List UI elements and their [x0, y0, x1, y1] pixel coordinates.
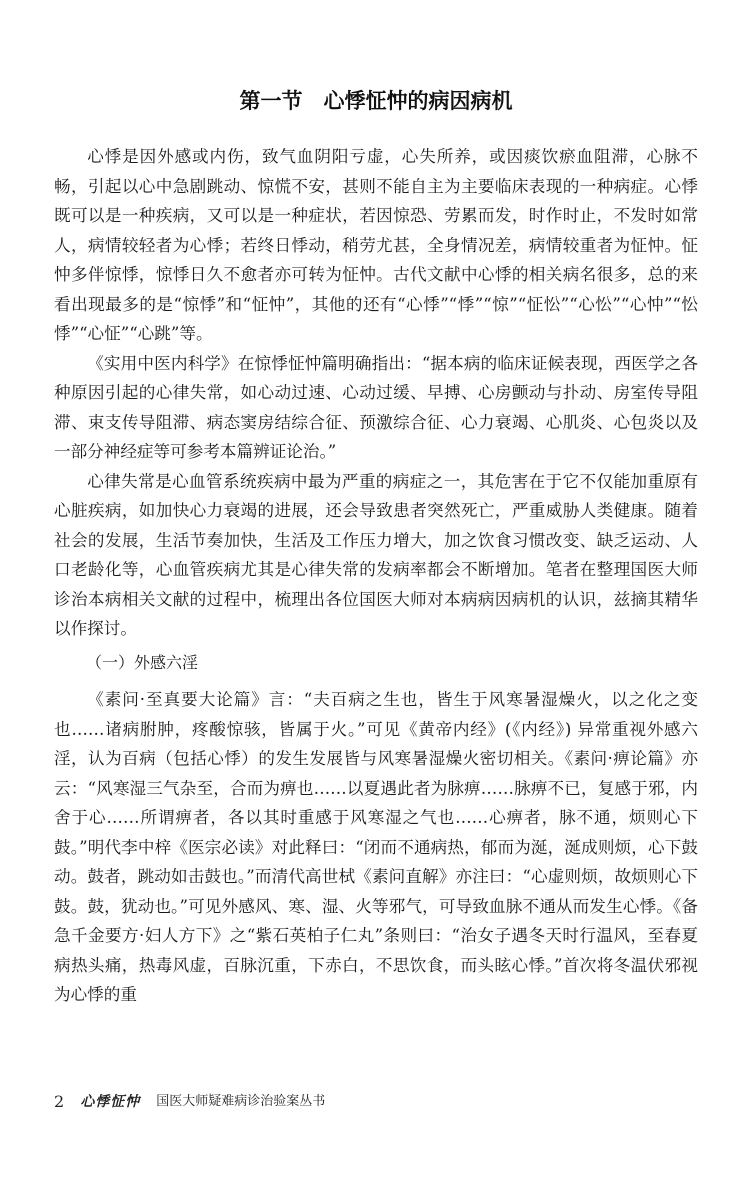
- paragraph-4: 《素问·至真要大论篇》言：“夫百病之生也，皆生于风寒暑湿燥火，以之化之变也……诸病胕肿，疼酸惊骇，皆属于火。”可见《黄帝内经》(《内经》) 异常重视外感六淫，认为百病（包括心悸）的发生发展皆与风寒暑湿燥火密切相关。《素问·痹论篇》亦云：“风寒湿三气杂至，合而为痹也……以夏遇此者为脉痹……脉痹不已，复感于邪，内舍于心……所谓痹者，各以其时重感于风寒湿之气也……心痹者，脉不通，烦则心下鼓。”明代李中梓《医宗必读》对此释曰：“闭而不通病热，郁而为涎，涎成则烦，心下鼓动。鼓者，跳动如击鼓也。”而清代高世栻《素问直解》亦注曰：“心虚则烦，故烦则心下鼓。鼓，犹动也。”可见外感风、寒、湿、火等邪气，可导致血脉不通从而发生心悸。《备急千金要方·妇人方下》之“紫石英柏子仁丸”条则曰：“治女子遇冬天时行温风，至春夏病热头痛，热毒风虚，百脉沉重，下赤白，不思饮食，而头眩心悸。”首次将冬温伏邪视为心悸的重: [54, 690, 698, 1004]
- section-title: 第一节 心悸怔忡的病因病机: [239, 89, 513, 113]
- page-number: 2: [54, 1092, 65, 1111]
- page-footer: [54, 1090, 698, 1114]
- book-logo: 心悸怔忡: [80, 1094, 141, 1110]
- paragraph-2: 《实用中医内科学》在惊悸怔忡篇明确指出：“据本病的临床证候表现，西医学之各种原因引起的心律失常，如心动过速、心动过缓、早搏、心房颤动与扑动、房室传导阻滞、束支传导阻滞、病态窦房结综合征、预激综合征、心力衰竭、心肌炎、心包炎以及一部分神经症等可参考本篇辨证论治。”: [54, 353, 698, 461]
- paragraph-3: 心律失常是心血管系统疾病中最为严重的病症之一，其危害在于它不仅能加重原有心脏疾病，如加快心力衰竭的进展，还会导致患者突然死亡，严重威胁人类健康。随着社会的发展，生活节奏加快，生活及工作压力增大，加之饮食习惯改变、缺乏运动、人口老龄化等，心血管疾病尤其是心律失常的发病率都会不断增加。笔者在整理国医大师诊治本病相关文献的过程中，梳理出各位国医大师对本病病因病机的认识，兹摘其精华以作探讨。: [54, 471, 698, 638]
- series-name: 国医大师疑难病诊治验案丛书: [156, 1094, 326, 1109]
- subsection-heading: （一）外感六淫: [86, 652, 199, 672]
- book-page: [54, 0, 698, 1200]
- body-text: [54, 142, 698, 1010]
- paragraph-1: 心悸是因外感或内伤，致气血阴阳亏虚，心失所养，或因痰饮瘀血阻滞，心脉不畅，引起以心中急剧跳动、惊慌不安，甚则不能自主为主要临床表现的一种病症。心悸既可以是一种疾病，又可以是一种症状，若因惊恐、劳累而发，时作时止，不发时如常人，病情较轻者为心悸；若终日悸动，稍劳尤甚，全身情况差，病情较重者为怔忡。怔忡多伴惊悸，惊悸日久不愈者亦可转为怔忡。古代文献中心悸的相关病名很多，总的来看出现最多的是“惊悸”和“怔忡”，其他的还有“心悸”“悸”“惊”“怔忪”“心忪”“心忡”“忪悸”“心怔”“心跳”等。: [54, 147, 698, 343]
